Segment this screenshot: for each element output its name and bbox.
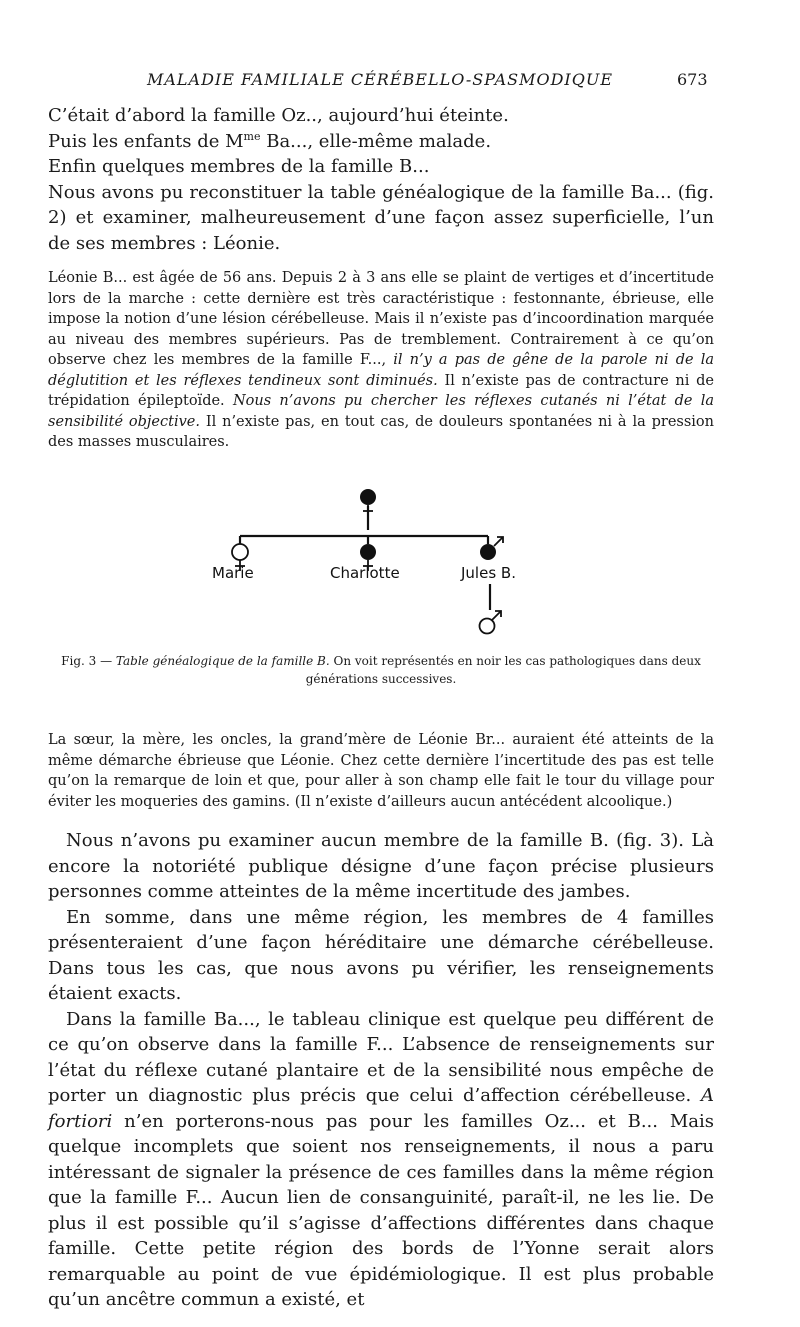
case-note	[48, 268, 714, 453]
case-note-italic-1: il n’y a pas de gêne de la parole ni de la déglutition et les réflexes tendineux sont diminués.	[48, 352, 714, 389]
intro-line-1: C’était d’abord la famille Oz.., aujourd’hui éteinte.	[48, 105, 509, 126]
sister-note-paragraph: La sœur, la mère, les oncles, la grand’mère de Léonie Br... auraient été atteints de la même démarche ébrieuse que Léonie. Chez cette dernière l’incertitude des pas est telle qu’on la remarque de loin et que, pour aller à son champ elle fait le tour du village pour éviter les moqueries des gamins. (Il n’existe d’ailleurs aucun antécédent alcoolique.)	[48, 732, 714, 810]
running-header	[0, 70, 800, 94]
running-title: MALADIE FAMILIALE CÉRÉBELLO-SPASMODIQUE	[146, 70, 614, 89]
page-number: 673	[677, 70, 708, 89]
male-affected-icon	[480, 537, 503, 560]
intro-line-2-end: Ba..., elle-même malade.	[260, 130, 492, 152]
main-paragraph-3-start: Dans la famille Ba..., le tableau clinique est quelque peu différent de ce qu’on observe dans la famille F... L’absence de renseignements sur l’état du réflexe cutané plantaire et de la sensibilité nous empêche de porter un diagnostic plus précis que celui d’affection cérébelleuse.	[48, 1008, 714, 1106]
superscript-me: me	[243, 129, 261, 143]
intro-line-2	[48, 129, 714, 155]
figure-caption	[48, 652, 714, 688]
caption-figure-number: Fig. 3 —	[61, 654, 116, 668]
main-paragraph-3-end: n’en porterons-nous pas pour les familles Oz... et B... Mais quelque incomplets que soient nos renseignements, il nous a paru intéressant de signaler la présence de ces familles dans la même région que la famille F... Aucun lien de consanguinité, paraît-il, ne les lie. De plus il est possible qu’il s’agisse d’affections différentes dans chaque famille. Cette petite région des bords de l’Yonne serait alors remarquable au point de vue épidémiologique. Il est plus probable qu’un ancêtre commun a existé, et	[48, 1110, 714, 1310]
intro-section	[48, 103, 714, 256]
main-paragraph-3-italic: A fortiori	[48, 1085, 714, 1132]
label-charlotte: Charlotte	[330, 564, 400, 582]
label-marie: Marie	[212, 564, 254, 582]
case-note-part-2: Il n’existe pas de contracture ni de trépidation épileptoïde.	[48, 372, 714, 409]
intro-line-4: Nous avons pu reconstituer la table généalogique de la famille Ba... (fig. 2) et examiner, malheureusement d’une façon assez superficielle, l’un de ses membres : Léonie.	[48, 181, 714, 254]
caption-title: Table généalogique de la famille B.	[115, 654, 330, 668]
case-note-paragraph	[48, 268, 714, 453]
label-jules-b: Jules B.	[461, 564, 516, 582]
case-note-part-3: Il n’existe pas, en tout cas, de douleurs spontanées ni à la pression des masses musculaires.	[48, 413, 714, 450]
caption-text: On voit représentés en noir les cas pathologiques dans deux générations successives.	[305, 654, 701, 686]
main-paragraph-3	[48, 1007, 714, 1313]
intro-line-3: Enfin quelques membres de la famille B...	[48, 156, 430, 177]
case-note-part-1: Léonie B... est âgée de 56 ans. Depuis 2 à 3 ans elle se plaint de vertiges et d’incertitude lors de la marche : cette dernière est très caractéristique : festonnante, ébrieuse, elle impose la notion d’une lésion cérébelleuse. Mais il n’existe pas d’incoordination marquée au niveau des membres supérieurs. Pas de tremblement. Contrairement à ce qu’on observe chez les membres de la famille F...,	[48, 270, 714, 368]
main-text	[48, 828, 714, 1313]
pedigree-diagram	[150, 480, 570, 640]
male-unaffected-icon	[480, 611, 502, 634]
sister-note	[48, 730, 714, 812]
main-paragraph-1: Nous n’avons pu examiner aucun membre de la famille B. (fig. 3). Là encore la notoriété publique désigne d’une façon précise plusieurs personnes comme atteintes de la même incertitude des jambes.	[48, 830, 714, 902]
pedigree-figure	[150, 480, 570, 640]
main-paragraph-2: En somme, dans une même région, les membres de 4 familles présenteraient d’une façon héréditaire une démarche cérébelleuse. Dans tous les cas, que nous avons pu vérifier, les renseignements étaient exacts.	[48, 906, 714, 1004]
intro-line-2-start: Puis les enfants de M	[48, 130, 244, 152]
case-note-italic-2: Nous n’avons pu chercher les réflexes cutanés ni l’état de la sensibilité objective.	[48, 393, 714, 430]
female-affected-icon	[360, 489, 376, 516]
